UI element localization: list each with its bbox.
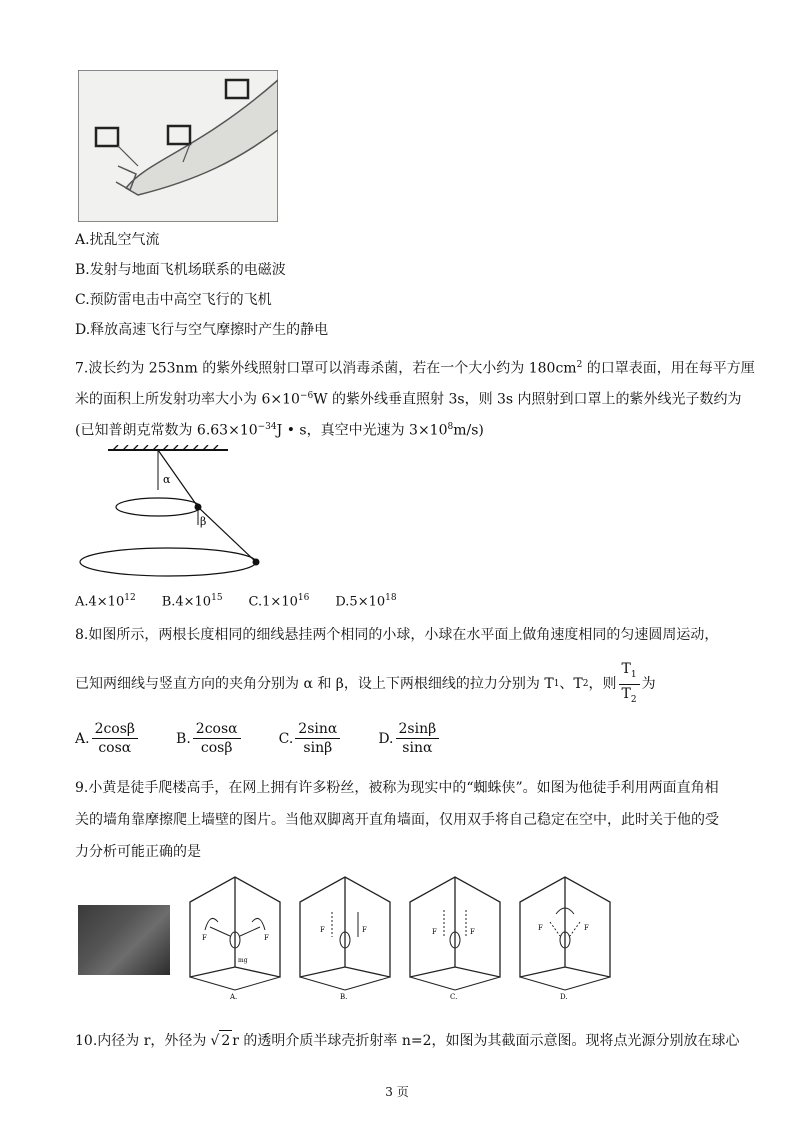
q6-option-c: C.预防雷电击中高空飞行的飞机 [75, 292, 272, 308]
q7-option-b: $B.4\times 10^{15}$ [161, 593, 223, 610]
q7-line1-text: 7.波长约为 253nm 的紫外线照射口罩可以消毒杀菌，若在一个大小约为 180cm [75, 360, 577, 377]
q8-line1: 8.如图所示，两根长度相同的细线悬挂两个相同的小球，小球在水平面上做角速度相同的匀速圆周运动， [75, 627, 719, 643]
svg-text:F: F [584, 924, 589, 932]
panel-label-b: B. [340, 993, 348, 1001]
q7-options [75, 593, 397, 609]
q10-part-a: 10.内径为 r，外径为 [75, 1032, 207, 1049]
q7-line1-sup: 2 [576, 360, 583, 370]
q10-text [75, 1030, 740, 1051]
q7-option-a: $A.4\times 10^{12}$ [75, 593, 136, 610]
q6-option-a: A.扰乱空气流 [75, 232, 160, 248]
q10-part-b: r 的透明介质半球壳折射率 n=2，如图为其截面示意图。现将点光源分别放在球心 [232, 1032, 740, 1049]
alpha-label: α [163, 473, 171, 486]
beta-label: β [200, 515, 207, 528]
panel-c [410, 877, 500, 1001]
q7-line2-a: 米的面积上所发射功率大小为 6×10 [75, 391, 300, 408]
q7-option-c: $C.1\times 10^{16}$ [248, 593, 310, 610]
q8-option-a: A. $\frac{2\cos\beta}{\cos\alpha}$ [75, 720, 140, 757]
svg-text:F: F [538, 924, 543, 932]
q8-options [75, 720, 477, 757]
svg-text:F: F [362, 926, 367, 934]
climber-photo [78, 905, 170, 975]
panel-label-a: A. [230, 993, 238, 1001]
panel-label-c: C. [450, 993, 458, 1001]
force-panels [180, 872, 620, 1002]
q7-line2-b: W 的紫外线垂直照射 3s，则 3s 内照射到口罩上的紫外线光子数约为 [313, 391, 742, 408]
wing-figure [78, 70, 278, 222]
svg-text:F: F [320, 926, 325, 934]
sqrt-radicand: 2 [219, 1030, 232, 1051]
svg-text:mg: mg [238, 957, 248, 964]
q7-line3-a: (已知普朗克常数为 6.63×10 [75, 422, 258, 439]
page-number: 3 页 [385, 1085, 409, 1099]
q8-option-d: D. $\frac{2\sin\beta}{\sin\alpha}$ [378, 720, 441, 757]
q6-option-b: B.发射与地面飞机场联系的电磁波 [75, 262, 286, 278]
q7-line3-c: m/s) [453, 422, 484, 439]
sqrt-symbol: √ [210, 1032, 220, 1049]
q7-line3-sup2: 8 [447, 422, 454, 432]
q7-line2-sup: −6 [299, 391, 314, 401]
svg-text:F: F [432, 928, 437, 936]
q7-line3-b: J • s，真空中光速为 3×10 [276, 422, 448, 439]
q8-option-c: C. $\frac{2\sin\alpha}{\sin\beta}$ [279, 720, 343, 757]
q7-line1-tail: 的口罩表面，用在每平方厘 [582, 360, 755, 377]
panel-b [300, 877, 390, 1001]
panel-label-d: D. [560, 993, 568, 1001]
q8-option-b: B. $\frac{2\cos\alpha}{\cos\beta}$ [176, 720, 243, 757]
q7-line3-sup1: −34 [257, 422, 277, 432]
panel-d [520, 877, 610, 1001]
q7-line2 [75, 386, 742, 410]
q7-line1 [75, 355, 755, 379]
q8-line2: 已知两细线与竖直方向的夹角分别为 α 和 β，设上下两根细线的拉力分别为 T 1 、T 2 ，则 $\frac{T_1}{T_2}$ 为 [75, 660, 656, 709]
svg-text:F: F [264, 934, 269, 942]
svg-text:F: F [202, 934, 207, 942]
q7-line3 [75, 417, 484, 441]
q6-option-d: D.释放高速飞行与空气摩擦时产生的静电 [75, 322, 329, 338]
q7-option-d: $D.5\times 10^{18}$ [335, 593, 397, 610]
panel-a [190, 877, 280, 1001]
conical-pendulum-figure [78, 445, 268, 590]
svg-text:F: F [470, 928, 475, 936]
t1-over-t2: $\frac{T_1}{T_2}$ [619, 660, 640, 709]
q9-text: 9.小黄是徒手爬楼高手，在网上拥有许多粉丝，被称为现实中的“蜘蛛侠”。如图为他徒手利用两面直角相关的墙角靠摩擦爬上墙壁的图片。当他双脚离开直角墙面，仅用双手将自己稳定在空中，此时关于他的受力分析可能正确的是 [75, 780, 719, 860]
